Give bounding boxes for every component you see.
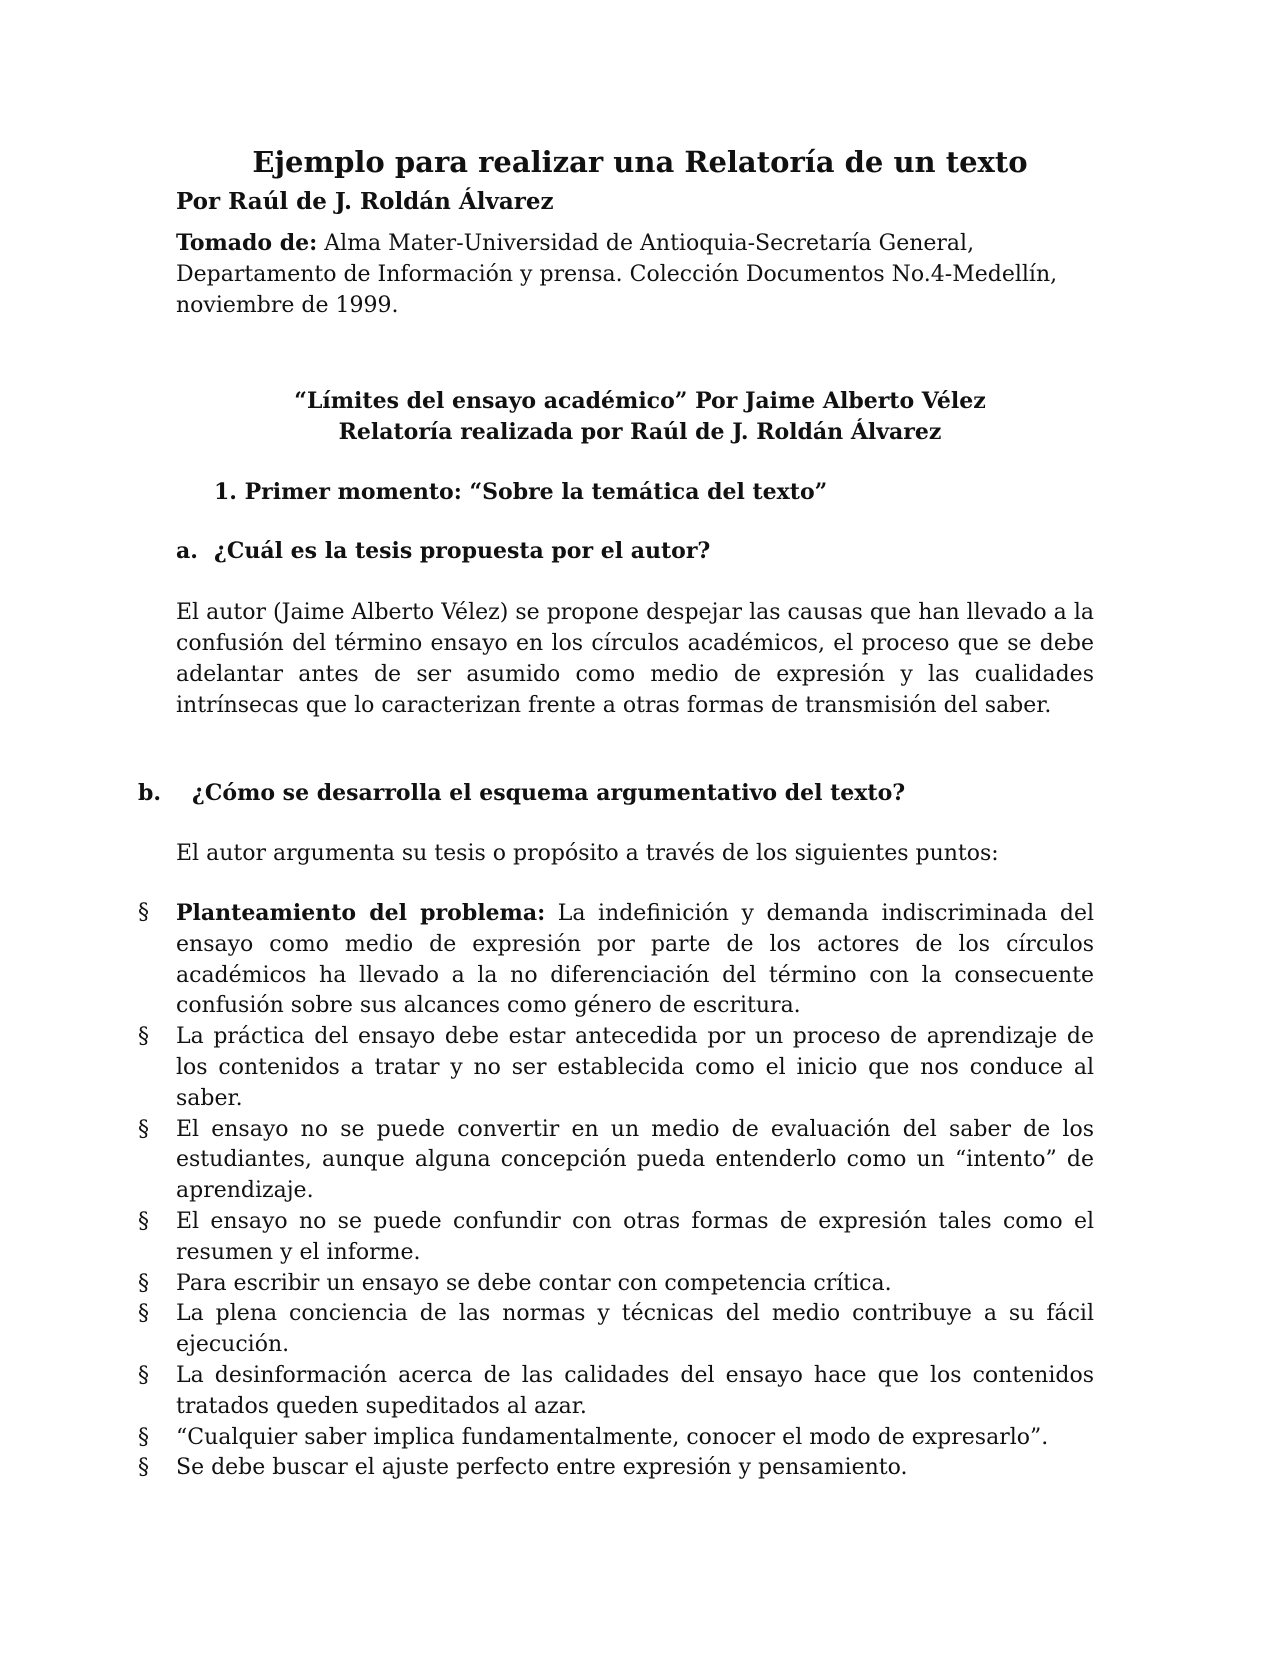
section-mark-icon: §: [138, 1024, 149, 1050]
question-a-marker: a.: [176, 538, 198, 564]
section-mark-icon: §: [138, 1270, 149, 1296]
question-b-marker: b.: [138, 780, 162, 806]
question-a-heading: ¿Cuál es la tesis propuesta por el autor?: [214, 538, 711, 564]
section-mark-icon: §: [138, 1424, 149, 1450]
section-mark-icon: §: [138, 1301, 149, 1327]
relatoria-line: Relatoría realizada por Raúl de J. Roldán Álvarez: [338, 419, 942, 445]
bullet-item: [138, 1269, 1094, 1300]
section-mark-icon: §: [138, 1362, 149, 1388]
bullet-text: Se debe buscar el ajuste perfecto entre expresión y pensamiento.: [176, 1455, 908, 1481]
section-mark-icon: §: [138, 1116, 149, 1142]
bullet-item: [138, 1299, 1094, 1361]
bullet-text: El ensayo no se puede convertir en un medio de evaluación del saber de los estudiantes, aunque alguna concepción pueda entenderlo como un “intento” de aprendizaje.: [176, 1116, 1094, 1204]
section-mark-icon: §: [138, 900, 149, 925]
bullet-lead: Planteamiento del problema:: [176, 900, 546, 926]
bullet-item: [138, 1022, 1094, 1114]
bullet-text: La indefinición y demanda indiscriminada del ensayo como medio de expresión por parte de los actores de los círculos académicos ha llevado a la no diferenciación del término con la consecuente confusión sobre sus alcances como género de escritura.: [176, 901, 1095, 1019]
bullet-text: “Cualquier saber implica fundamentalmente, conocer el modo de expresarlo”.: [176, 1424, 1049, 1450]
bullet-item: [138, 1115, 1094, 1207]
argument-bullet-list: [138, 898, 1094, 1484]
bullet-item: [138, 1207, 1094, 1269]
question-b-heading: ¿Cómo se desarrolla el esquema argumentativo del texto?: [192, 780, 906, 806]
section-mark-icon: §: [138, 1455, 149, 1481]
author-byline: Por Raúl de J. Roldán Álvarez: [176, 188, 554, 215]
bullet-item: [138, 1361, 1094, 1423]
essay-title-line: “Límites del ensayo académico” Por Jaime Alberto Vélez: [294, 388, 986, 414]
source-text: Alma Mater-Universidad de Antioquia-Secretaría General, Departamento de Información y prensa. Colección Documentos No.4-Medellín, noviembre de 1999.: [176, 231, 1058, 318]
bullet-text: La desinformación acerca de las calidades del ensayo hace que los contenidos tratados queden supeditados al azar.: [176, 1362, 1094, 1419]
source-citation: [176, 228, 1094, 321]
source-label: Tomado de:: [176, 230, 318, 256]
bullet-text: La plena conciencia de las normas y técnicas del medio contribuye a su fácil ejecución.: [176, 1301, 1094, 1358]
bullet-item: [138, 1423, 1094, 1454]
bullet-item: [138, 898, 1094, 1022]
document-title: Ejemplo para realizar una Relatoría de un texto: [252, 145, 1028, 179]
bullet-text: Para escribir un ensayo se debe contar con competencia crítica.: [176, 1270, 892, 1296]
bullet-item: [138, 1453, 1094, 1484]
bullet-text: El ensayo no se puede confundir con otras formas de expresión tales como el resumen y el informe.: [176, 1208, 1094, 1265]
bullet-text: La práctica del ensayo debe estar antecedida por un proceso de aprendizaje de los contenidos a tratar y no ser establecida como el inicio que nos conduce al saber.: [176, 1024, 1094, 1111]
section-mark-icon: §: [138, 1208, 149, 1234]
answer-b-intro: El autor argumenta su tesis o propósito a través de los siguientes puntos:: [176, 841, 999, 866]
section-heading-first-moment: 1. Primer momento: “Sobre la temática del texto”: [214, 479, 828, 505]
answer-a-paragraph: El autor (Jaime Alberto Vélez) se propone despejar las causas que han llevado a la confusión del término ensayo en los círculos académicos, el proceso que se debe adelantar antes de ser asumido como medio de expresión y las cualidades intrínsecas que lo caracterizan frente a otras formas de transmisión del saber.: [176, 600, 1094, 718]
